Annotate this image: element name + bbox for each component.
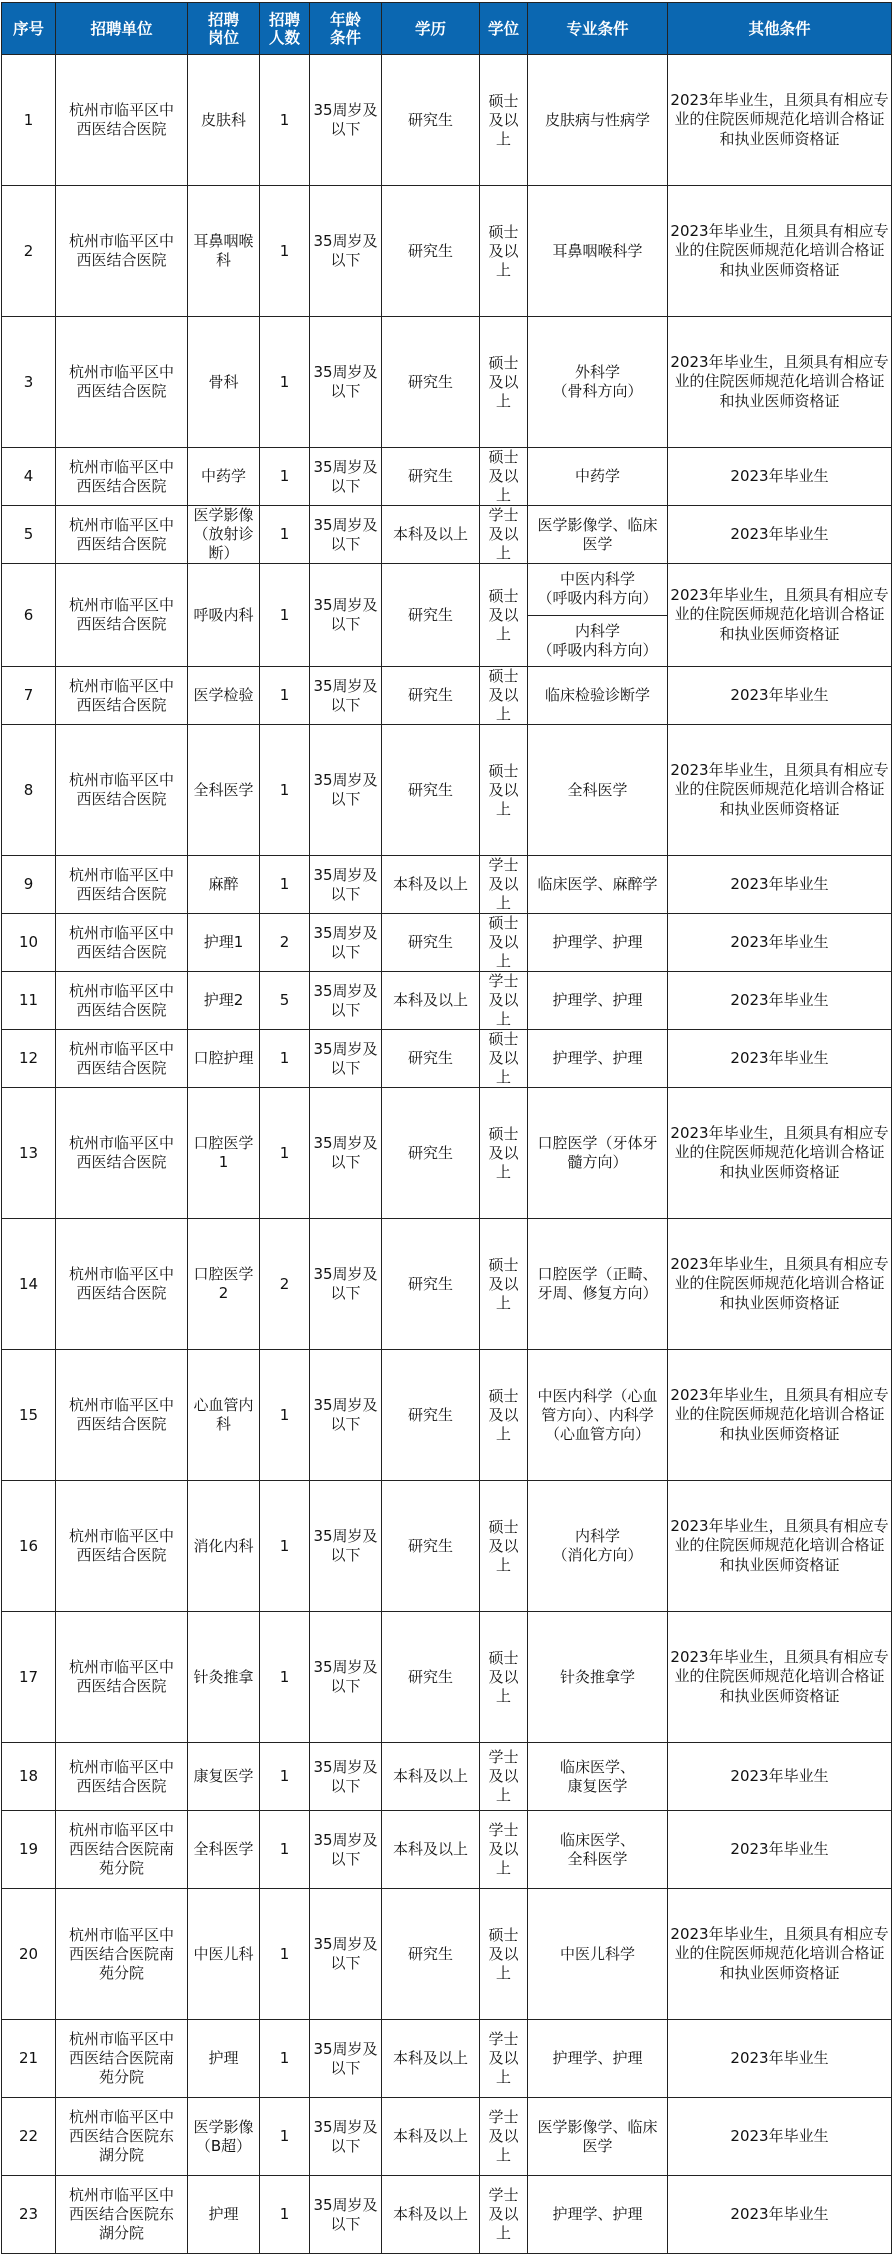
cell-major: 全科医学 [528,725,668,856]
table-row [2,914,892,972]
cell-age: 35周岁及以下 [310,667,382,725]
cell-post: 康复医学 [188,1743,260,1811]
cell-count: 1 [260,667,310,725]
cell-post: 骨科 [188,317,260,448]
cell-degree: 学士及以上 [480,2098,528,2176]
table-row [2,667,892,725]
cell-count: 1 [260,2020,310,2098]
cell-no: 7 [2,667,56,725]
cell-count: 1 [260,1889,310,2020]
cell-other: 2023年毕业生 [668,506,892,564]
cell-no: 16 [2,1481,56,1612]
cell-major: 外科学 （骨科方向） [528,317,668,448]
cell-degree: 硕士及以上 [480,1088,528,1219]
cell-no: 19 [2,1811,56,1889]
table-row [2,506,892,564]
cell-count: 1 [260,1088,310,1219]
cell-age: 35周岁及以下 [310,2020,382,2098]
cell-unit: 杭州市临平区中西医结合医院东湖分院 [56,2098,188,2176]
cell-count: 5 [260,972,310,1030]
header-count: 招聘 人数 [260,3,310,55]
cell-age: 35周岁及以下 [310,1350,382,1481]
cell-unit: 杭州市临平区中西医结合医院南苑分院 [56,1889,188,2020]
cell-major: 耳鼻咽喉科学 [528,186,668,317]
cell-age: 35周岁及以下 [310,564,382,667]
cell-count: 1 [260,2098,310,2176]
cell-other: 2023年毕业生 [668,1811,892,1889]
cell-age: 35周岁及以下 [310,1743,382,1811]
cell-other: 2023年毕业生，且须具有相应专业的住院医师规范化培训合格证和执业医师资格证 [668,1481,892,1612]
cell-no: 10 [2,914,56,972]
cell-post: 皮肤科 [188,55,260,186]
cell-unit: 杭州市临平区中西医结合医院 [56,1481,188,1612]
cell-major [528,564,668,667]
cell-no: 15 [2,1350,56,1481]
cell-unit: 杭州市临平区中西医结合医院 [56,856,188,914]
table-row [2,2098,892,2176]
cell-age: 35周岁及以下 [310,448,382,506]
cell-education: 研究生 [382,55,480,186]
cell-unit: 杭州市临平区中西医结合医院 [56,667,188,725]
cell-major: 临床检验诊断学 [528,667,668,725]
cell-no: 4 [2,448,56,506]
cell-major: 护理学、护理 [528,1030,668,1088]
cell-count: 1 [260,1030,310,1088]
cell-unit: 杭州市临平区中西医结合医院 [56,914,188,972]
cell-major: 医学影像学、临床医学 [528,2098,668,2176]
cell-age: 35周岁及以下 [310,1030,382,1088]
table-row [2,186,892,317]
cell-unit: 杭州市临平区中西医结合医院 [56,1743,188,1811]
cell-count: 1 [260,2176,310,2254]
cell-age: 35周岁及以下 [310,1889,382,2020]
cell-major: 护理学、护理 [528,2176,668,2254]
cell-other: 2023年毕业生 [668,914,892,972]
table-row [2,1811,892,1889]
cell-other: 2023年毕业生，且须具有相应专业的住院医师规范化培训合格证和执业医师资格证 [668,564,892,667]
cell-no: 14 [2,1219,56,1350]
cell-other: 2023年毕业生 [668,448,892,506]
cell-education: 研究生 [382,914,480,972]
table-row [2,448,892,506]
cell-major: 中医儿科学 [528,1889,668,2020]
cell-unit: 杭州市临平区中西医结合医院南苑分院 [56,2020,188,2098]
cell-count: 1 [260,1743,310,1811]
cell-unit: 杭州市临平区中西医结合医院 [56,186,188,317]
cell-degree: 学士及以上 [480,972,528,1030]
cell-education: 研究生 [382,1481,480,1612]
cell-education: 本科及以上 [382,2020,480,2098]
cell-degree: 硕士及以上 [480,1350,528,1481]
cell-count: 1 [260,186,310,317]
cell-education: 本科及以上 [382,2176,480,2254]
recruitment-table-sheet [1,2,891,2254]
cell-education: 研究生 [382,317,480,448]
cell-degree: 学士及以上 [480,1811,528,1889]
header-other: 其他条件 [668,3,892,55]
cell-no: 13 [2,1088,56,1219]
cell-age: 35周岁及以下 [310,506,382,564]
cell-education: 研究生 [382,667,480,725]
cell-post: 医学检验 [188,667,260,725]
cell-unit: 杭州市临平区中西医结合医院 [56,506,188,564]
cell-education: 本科及以上 [382,2098,480,2176]
cell-unit: 杭州市临平区中西医结合医院 [56,1612,188,1743]
cell-education: 本科及以上 [382,1743,480,1811]
cell-education: 本科及以上 [382,856,480,914]
cell-no: 1 [2,55,56,186]
cell-other: 2023年毕业生 [668,1743,892,1811]
cell-age: 35周岁及以下 [310,972,382,1030]
cell-no: 11 [2,972,56,1030]
table-row [2,856,892,914]
cell-no: 9 [2,856,56,914]
cell-other: 2023年毕业生 [668,667,892,725]
cell-age: 35周岁及以下 [310,2098,382,2176]
cell-age: 35周岁及以下 [310,1088,382,1219]
cell-education: 研究生 [382,1088,480,1219]
cell-major: 临床医学、 康复医学 [528,1743,668,1811]
cell-education: 研究生 [382,1612,480,1743]
cell-major: 护理学、护理 [528,914,668,972]
cell-post: 中药学 [188,448,260,506]
cell-age: 35周岁及以下 [310,2176,382,2254]
cell-major: 中药学 [528,448,668,506]
table-body [2,55,892,2254]
cell-count: 1 [260,856,310,914]
cell-degree: 学士及以上 [480,2020,528,2098]
cell-unit: 杭州市临平区中西医结合医院 [56,55,188,186]
table-row [2,1743,892,1811]
table-row [2,1889,892,2020]
cell-other: 2023年毕业生 [668,2176,892,2254]
cell-age: 35周岁及以下 [310,1811,382,1889]
cell-major: 口腔医学（牙体牙髓方向） [528,1088,668,1219]
header-degree: 学位 [480,3,528,55]
cell-post: 医学影像 （放射诊断） [188,506,260,564]
table-row [2,1612,892,1743]
table-row [2,1219,892,1350]
cell-degree: 硕士及以上 [480,1612,528,1743]
cell-age: 35周岁及以下 [310,725,382,856]
header-post: 招聘 岗位 [188,3,260,55]
header-major: 专业条件 [528,3,668,55]
cell-count: 1 [260,564,310,667]
cell-no: 23 [2,2176,56,2254]
cell-education: 本科及以上 [382,972,480,1030]
cell-age: 35周岁及以下 [310,856,382,914]
cell-unit: 杭州市临平区中西医结合医院东湖分院 [56,2176,188,2254]
table-row [2,972,892,1030]
cell-degree: 硕士及以上 [480,55,528,186]
cell-post: 全科医学 [188,1811,260,1889]
table-row [2,725,892,856]
cell-post: 口腔医学2 [188,1219,260,1350]
cell-unit: 杭州市临平区中西医结合医院 [56,1219,188,1350]
cell-post: 护理 [188,2176,260,2254]
cell-post: 口腔医学1 [188,1088,260,1219]
cell-no: 20 [2,1889,56,2020]
cell-other: 2023年毕业生 [668,1030,892,1088]
cell-education: 研究生 [382,1350,480,1481]
cell-major: 中医内科学（心血管方向）、内科学（心血管方向） [528,1350,668,1481]
cell-post: 中医儿科 [188,1889,260,2020]
cell-no: 3 [2,317,56,448]
cell-post: 消化内科 [188,1481,260,1612]
header-row [2,3,892,55]
cell-major: 临床医学、 全科医学 [528,1811,668,1889]
cell-major: 护理学、护理 [528,972,668,1030]
cell-degree: 硕士及以上 [480,914,528,972]
cell-degree: 硕士及以上 [480,1030,528,1088]
cell-count: 1 [260,1811,310,1889]
cell-degree: 硕士及以上 [480,667,528,725]
cell-education: 研究生 [382,448,480,506]
cell-age: 35周岁及以下 [310,1481,382,1612]
cell-other: 2023年毕业生 [668,972,892,1030]
cell-no: 5 [2,506,56,564]
cell-major: 护理学、护理 [528,2020,668,2098]
cell-other: 2023年毕业生，且须具有相应专业的住院医师规范化培训合格证和执业医师资格证 [668,317,892,448]
cell-education: 本科及以上 [382,506,480,564]
cell-unit: 杭州市临平区中西医结合医院 [56,972,188,1030]
cell-age: 35周岁及以下 [310,914,382,972]
cell-degree: 硕士及以上 [480,564,528,667]
cell-age: 35周岁及以下 [310,55,382,186]
cell-degree: 学士及以上 [480,2176,528,2254]
cell-unit: 杭州市临平区中西医结合医院 [56,1030,188,1088]
cell-count: 1 [260,725,310,856]
cell-other: 2023年毕业生，且须具有相应专业的住院医师规范化培训合格证和执业医师资格证 [668,55,892,186]
cell-degree: 学士及以上 [480,1743,528,1811]
header-no: 序号 [2,3,56,55]
cell-post: 耳鼻咽喉科 [188,186,260,317]
cell-unit: 杭州市临平区中西医结合医院 [56,317,188,448]
cell-post: 全科医学 [188,725,260,856]
header-education: 学历 [382,3,480,55]
cell-major: 临床医学、麻醉学 [528,856,668,914]
cell-major-part: 中医内科学 （呼吸内科方向） [528,564,667,616]
cell-degree: 硕士及以上 [480,1219,528,1350]
cell-post: 心血管内科 [188,1350,260,1481]
cell-degree: 硕士及以上 [480,186,528,317]
header-age: 年龄 条件 [310,3,382,55]
cell-education: 研究生 [382,186,480,317]
cell-degree: 硕士及以上 [480,725,528,856]
cell-education: 本科及以上 [382,1811,480,1889]
cell-unit: 杭州市临平区中西医结合医院 [56,564,188,667]
cell-other: 2023年毕业生，且须具有相应专业的住院医师规范化培训合格证和执业医师资格证 [668,186,892,317]
cell-age: 35周岁及以下 [310,186,382,317]
cell-post: 护理 [188,2020,260,2098]
cell-no: 8 [2,725,56,856]
cell-no: 17 [2,1612,56,1743]
cell-post: 针灸推拿 [188,1612,260,1743]
cell-no: 12 [2,1030,56,1088]
table-row [2,317,892,448]
cell-education: 研究生 [382,564,480,667]
cell-post: 麻醉 [188,856,260,914]
header-unit: 招聘单位 [56,3,188,55]
cell-major: 针灸推拿学 [528,1612,668,1743]
cell-count: 1 [260,55,310,186]
cell-unit: 杭州市临平区中西医结合医院 [56,1088,188,1219]
cell-count: 1 [260,1481,310,1612]
table-row [2,1088,892,1219]
cell-other: 2023年毕业生 [668,2020,892,2098]
cell-major: 口腔医学（正畸、牙周、修复方向） [528,1219,668,1350]
table-row [2,1030,892,1088]
cell-count: 2 [260,1219,310,1350]
cell-degree: 硕士及以上 [480,317,528,448]
cell-no: 2 [2,186,56,317]
cell-unit: 杭州市临平区中西医结合医院南苑分院 [56,1811,188,1889]
cell-count: 1 [260,1350,310,1481]
cell-other: 2023年毕业生 [668,856,892,914]
table-row [2,1350,892,1481]
cell-age: 35周岁及以下 [310,1219,382,1350]
cell-major: 皮肤病与性病学 [528,55,668,186]
cell-major-part: 内科学 （呼吸内科方向） [537,621,658,659]
cell-age: 35周岁及以下 [310,317,382,448]
cell-no: 21 [2,2020,56,2098]
table-row [2,2176,892,2254]
cell-post: 护理2 [188,972,260,1030]
cell-degree: 硕士及以上 [480,1481,528,1612]
cell-degree: 学士及以上 [480,506,528,564]
cell-age: 35周岁及以下 [310,1612,382,1743]
cell-post: 护理1 [188,914,260,972]
cell-post: 医学影像 （B超） [188,2098,260,2176]
cell-education: 研究生 [382,1219,480,1350]
cell-no: 18 [2,1743,56,1811]
table-row [2,1481,892,1612]
table-row [2,2020,892,2098]
cell-unit: 杭州市临平区中西医结合医院 [56,448,188,506]
cell-degree: 硕士及以上 [480,1889,528,2020]
table-row [2,55,892,186]
cell-degree: 硕士及以上 [480,448,528,506]
table-row [2,564,892,667]
cell-other: 2023年毕业生，且须具有相应专业的住院医师规范化培训合格证和执业医师资格证 [668,1088,892,1219]
cell-unit: 杭州市临平区中西医结合医院 [56,725,188,856]
cell-other: 2023年毕业生，且须具有相应专业的住院医师规范化培训合格证和执业医师资格证 [668,1612,892,1743]
cell-post: 口腔护理 [188,1030,260,1088]
cell-no: 6 [2,564,56,667]
cell-degree: 学士及以上 [480,856,528,914]
cell-count: 1 [260,506,310,564]
cell-major: 内科学 （消化方向） [528,1481,668,1612]
cell-count: 1 [260,317,310,448]
cell-other: 2023年毕业生，且须具有相应专业的住院医师规范化培训合格证和执业医师资格证 [668,725,892,856]
cell-other: 2023年毕业生，且须具有相应专业的住院医师规范化培训合格证和执业医师资格证 [668,1350,892,1481]
cell-other: 2023年毕业生，且须具有相应专业的住院医师规范化培训合格证和执业医师资格证 [668,1219,892,1350]
cell-major: 医学影像学、临床医学 [528,506,668,564]
cell-count: 1 [260,1612,310,1743]
cell-no: 22 [2,2098,56,2176]
cell-other: 2023年毕业生，且须具有相应专业的住院医师规范化培训合格证和执业医师资格证 [668,1889,892,2020]
recruitment-table [1,2,892,2254]
cell-count: 2 [260,914,310,972]
cell-education: 研究生 [382,725,480,856]
cell-education: 研究生 [382,1030,480,1088]
cell-other: 2023年毕业生 [668,2098,892,2176]
cell-education: 研究生 [382,1889,480,2020]
cell-unit: 杭州市临平区中西医结合医院 [56,1350,188,1481]
cell-count: 1 [260,448,310,506]
cell-post: 呼吸内科 [188,564,260,667]
